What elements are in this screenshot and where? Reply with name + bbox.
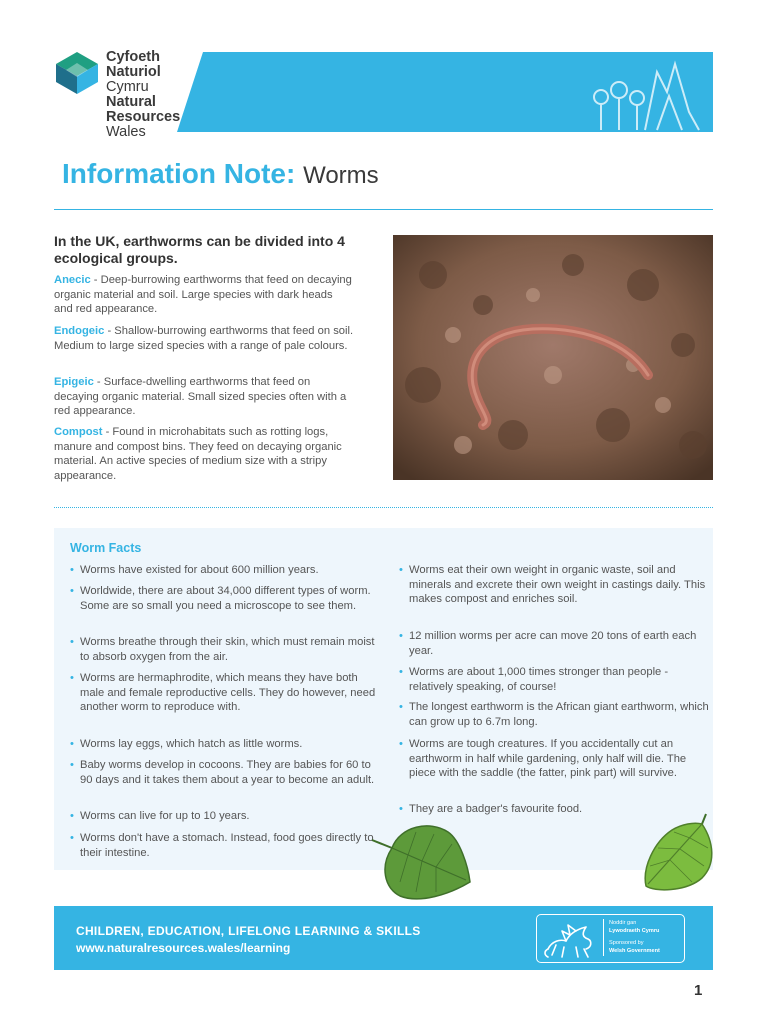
org-name-line: Naturiol [106,64,161,80]
earthworm-photo [393,235,713,480]
fact-item: • 12 million worms per acre can move 20 tons of earth each year. [399,629,709,658]
group-name: Endogeic [54,325,105,337]
group-name: Epigeic [54,376,94,388]
fact-item: • Worms don't have a stomach. Instead, food goes directly to their intestine. [70,831,380,860]
org-name-line: Resources [106,109,181,125]
fact-item: • Worms have existed for about 600 million years. [70,563,380,578]
org-name-line: Natural [106,94,156,110]
worm-facts-heading: Worm Facts [70,541,142,555]
header-banner [177,52,713,132]
group-compost [54,425,354,483]
footer-link[interactable]: www.naturalresources.wales/learning [76,941,291,955]
wg-sponsor-cy-name: Lywodraeth Cymru [609,928,660,934]
group-description: - Found in microhabitats such as rotting logs, manure and compost bins. They feed on decaying organic material. An active species of medium size with a stripy appearance. [54,426,342,482]
org-names [106,50,180,140]
org-name-line: Wales [106,124,146,140]
wg-sponsor-en-label: Sponsored by [609,940,644,946]
page-title [62,158,379,190]
group-description: - Shallow-burrowing earthworms that feed on soil. Medium to large sized species with a range of pale colours. [54,325,354,352]
fact-item: • Worldwide, there are about 34,000 different types of worm. Some are so small you need a microscope to see them. [70,584,380,613]
fact-item: • Worms breathe through their skin, which must remain moist to absorb oxygen from the air. [70,635,380,664]
group-name: Compost [54,426,103,438]
wg-sponsor-en-name: Welsh Government [609,948,660,954]
intro-heading: In the UK, earthworms can be divided into 4 ecological groups. [54,233,345,266]
group-name: Anecic [54,274,91,286]
badge-separator [603,919,604,956]
fact-item: • Worms are hermaphrodite, which means they have both male and female reproductive cells. They do however, need another worm to reproduce with. [70,671,380,715]
fact-item: • Worms are about 1,000 times stronger than people - relatively speaking, of course! [399,665,709,694]
fact-item: • Worms eat their own weight in organic waste, soil and minerals and excrete their own weight in castings daily. This makes compost and enriches soil. [399,563,709,607]
group-anecic [54,273,354,317]
fact-item: • The longest earthworm is the African giant earthworm, which can grow up to 6.7m long. [399,700,709,729]
fact-item: • Baby worms develop in cocoons. They are babies for 60 to 90 days and it takes them about a year to become an adult. [70,758,380,787]
group-endogeic [54,324,354,353]
section-divider [54,507,713,508]
group-epigeic [54,375,354,419]
page-number: 1 [694,982,703,999]
fact-item: • Worms are tough creatures. If you accidentally cut an earthworm in half while gardening, only half will die. The piece with the saddle (the fatter, pink part) will survive. [399,737,709,781]
leaf-icon [370,818,472,902]
group-description: - Deep-burrowing earthworms that feed on decaying organic material and soil. Large species with dark heads and red appearance. [54,274,352,316]
org-name-line: Cyfoeth [106,49,160,65]
nrw-logo-icon [54,50,100,96]
title-divider [54,209,713,210]
title-prefix: Information Note: [62,158,296,189]
fact-item: • They are a badger's favourite food. [399,802,709,817]
welsh-dragon-icon [542,917,598,959]
fact-item: • Worms lay eggs, which hatch as little worms. [70,737,380,752]
org-name-line: Cymru [106,79,149,95]
title-subject: Worms [303,162,379,189]
leaf-icon [640,812,720,892]
footer-programme: CHILDREN, EDUCATION, LIFELONG LEARNING & SKILLS [76,924,421,938]
group-description: - Surface-dwelling earthworms that feed on decaying organic material. Small sized species often with a red appearance. [54,376,347,418]
wg-sponsor-cy-label: Noddir gan [609,920,637,926]
fact-item: • Worms can live for up to 10 years. [70,809,380,824]
